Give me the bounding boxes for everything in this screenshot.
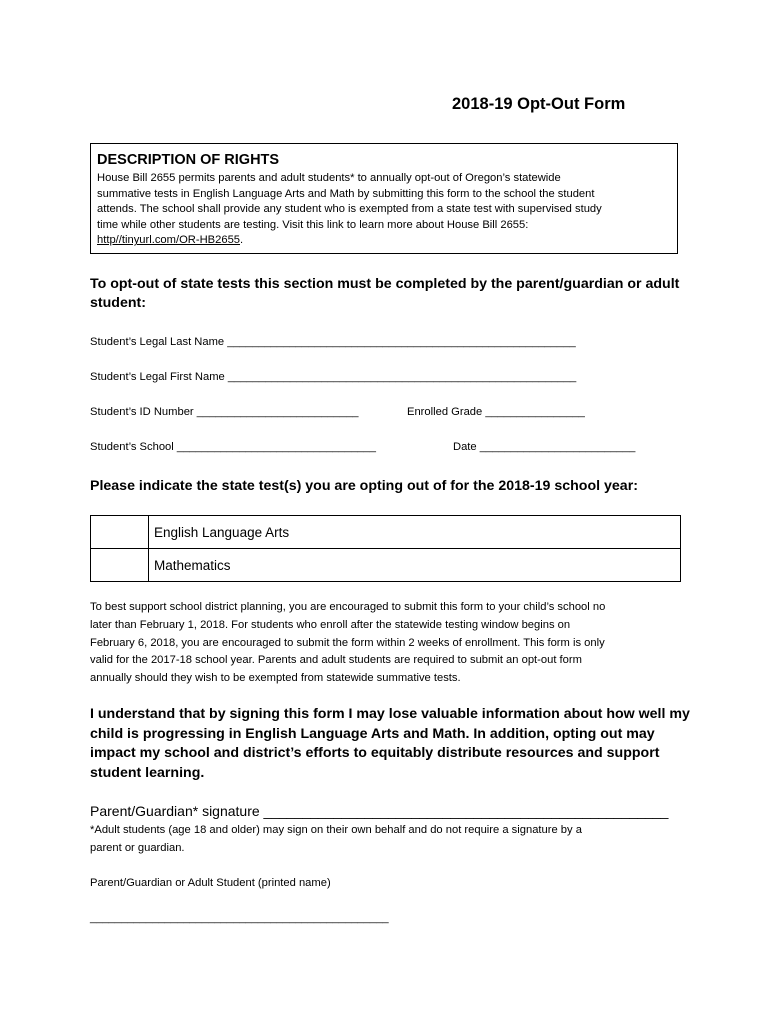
note-line: parent or guardian. bbox=[90, 841, 185, 854]
student-school-field[interactable]: Student’s School ________________________________ bbox=[90, 441, 376, 453]
description-of-rights-box bbox=[90, 143, 678, 254]
date-field[interactable]: Date _________________________ bbox=[453, 441, 636, 453]
statement-line: child is progressing in English Language Arts and Math. In addition, opting out may bbox=[90, 725, 655, 742]
understand-statement bbox=[90, 705, 690, 783]
rights-line: attends. The school shall provide any student who is exempted from a state test with supervised study bbox=[97, 203, 602, 216]
printed-name-field[interactable]: ________________________________________________ bbox=[90, 912, 389, 924]
statement-line: I understand that by signing this form I may lose valuable information about how well my bbox=[90, 706, 690, 722]
parent-section-heading-line: student: bbox=[90, 295, 146, 311]
rights-heading: DESCRIPTION OF RIGHTS bbox=[97, 152, 280, 168]
paragraph-line: February 6, 2018, you are encouraged to submit the form within 2 weeks of enrollment. This form is only bbox=[90, 636, 605, 649]
planning-paragraph bbox=[90, 599, 605, 688]
page-title: 2018-19 Opt-Out Form bbox=[452, 95, 626, 113]
last-name-field[interactable]: Student’s Legal Last Name ________________________________________________________ bbox=[90, 336, 576, 348]
note-line: *Adult students (age 18 and older) may sign on their own behalf and do not require a signature by a bbox=[90, 824, 582, 836]
adult-student-note bbox=[90, 822, 582, 857]
parent-section-heading bbox=[90, 275, 679, 313]
test-option-label: Mathematics bbox=[149, 549, 681, 582]
paragraph-line: To best support school district planning, you are encouraged to submit this form to your child’s school no bbox=[90, 601, 606, 613]
statement-line: impact my school and district’s efforts to equitably distribute resources and support bbox=[90, 745, 660, 761]
statement-line: student learning. bbox=[90, 764, 205, 781]
rights-text bbox=[97, 171, 671, 249]
rights-line: summative tests in English Language Arts and Math by submitting this form to the school the student bbox=[97, 187, 595, 200]
rights-line: House Bill 2655 permits parents and adult students* to annually opt-out of Oregon’s statewide bbox=[97, 172, 561, 184]
rights-line: time while other students are testing. Visit this link to learn more about House Bill 2655: bbox=[97, 218, 529, 231]
student-id-field[interactable]: Student’s ID Number __________________________ bbox=[90, 406, 359, 418]
ela-checkbox[interactable] bbox=[91, 516, 149, 549]
parent-signature-field[interactable]: Parent/Guardian* signature ____________________________________________________ bbox=[90, 803, 669, 819]
paragraph-line: later than February 1, 2018. For students who enroll after the statewide testing window begins on bbox=[90, 618, 571, 631]
enrolled-grade-field[interactable]: Enrolled Grade ________________ bbox=[407, 406, 585, 418]
paragraph-line: valid for the 2017-18 school year. Parents and adult students are required to submit an opt-out form bbox=[90, 654, 582, 667]
tests-heading: Please indicate the state test(s) you are opting out of for the 2018-19 school year: bbox=[90, 478, 638, 494]
test-option-row bbox=[91, 549, 681, 582]
hb2655-link[interactable]: http//tinyurl.com/OR-HB2655 bbox=[97, 234, 241, 247]
math-checkbox[interactable] bbox=[91, 549, 149, 582]
test-option-label: English Language Arts bbox=[149, 516, 681, 549]
printed-name-label: Parent/Guardian or Adult Student (printed name) bbox=[90, 877, 331, 889]
test-option-row bbox=[91, 516, 681, 549]
paragraph-line: annually should they wish to be exempted from statewide summative tests. bbox=[90, 672, 461, 685]
parent-section-heading-line: To opt-out of state tests this section must be completed by the parent/guardian or adult bbox=[90, 276, 680, 292]
link-suffix: . bbox=[240, 234, 244, 247]
first-name-field[interactable]: Student’s Legal First Name ________________________________________________________ bbox=[90, 371, 577, 383]
test-options-table bbox=[90, 515, 681, 582]
